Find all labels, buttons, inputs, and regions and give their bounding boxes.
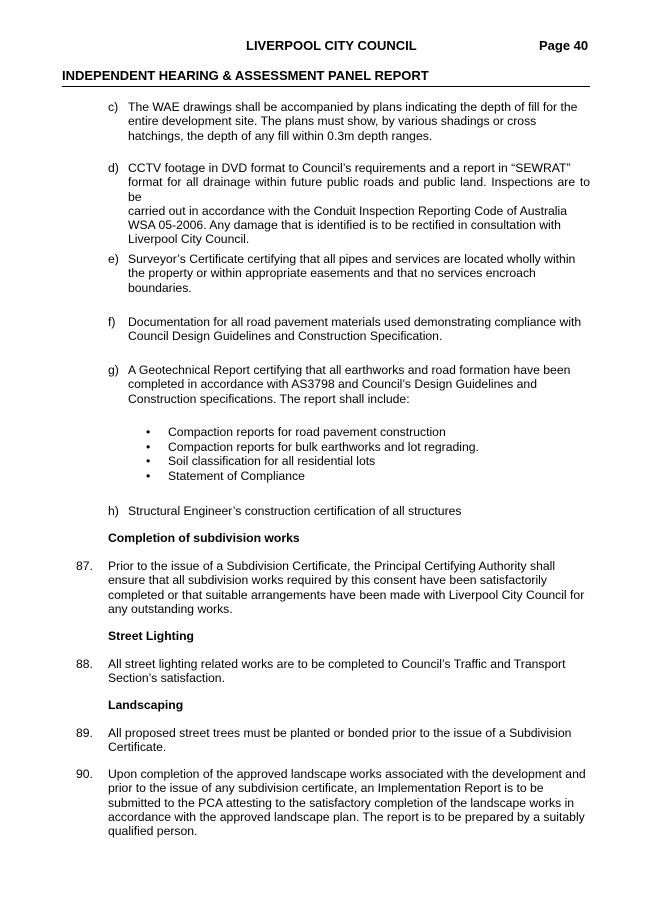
list-item-h <box>85 504 590 518</box>
heading-street-lighting: Street Lighting <box>108 629 194 643</box>
item-label: c) <box>108 100 119 114</box>
text-line: submitted to the PCA attesting to the satisfactory completion of the landscape works in <box>108 795 575 810</box>
condition-88 <box>76 657 590 686</box>
bullet-item: • Statement of Compliance <box>146 469 305 484</box>
item-text <box>128 100 590 143</box>
text-line: completed in accordance with AS3798 and Council’s Design Guidelines and <box>128 377 537 392</box>
item-text <box>128 161 590 247</box>
text-line: Prior to the issue of a Subdivision Certificate, the Principal Certifying Authority shall <box>108 559 556 573</box>
condition-text <box>108 559 590 616</box>
report-title: INDEPENDENT HEARING & ASSESSMENT PANEL REPORT <box>62 68 429 83</box>
item-label: g) <box>108 363 119 377</box>
bullet-item: • Soil classification for all residential lots <box>146 454 376 469</box>
text-line: boundaries. <box>128 280 192 295</box>
text-line: A Geotechnical Report certifying that all earthworks and road formation have been <box>128 363 571 377</box>
text-line: Council Design Guidelines and Construction Specification. <box>128 329 443 344</box>
page-header <box>0 38 652 56</box>
list-item-d <box>85 161 590 247</box>
text-line: All street lighting related works are to be completed to Council’s Traffic and Transport <box>108 657 566 671</box>
item-label: f) <box>108 315 116 329</box>
text-line: carried out in accordance with the Conduit Inspection Reporting Code of Australia <box>128 203 568 218</box>
text-line: accordance with the approved landscape plan. The report is to be prepared by a suitably <box>108 809 585 824</box>
list-item-g <box>85 363 590 406</box>
text-line: Upon completion of the approved landscape works associated with the development and <box>108 767 586 781</box>
item-text <box>128 315 590 344</box>
text-line: Construction specifications. The report shall include: <box>128 391 410 406</box>
text-line: Certificate. <box>108 740 167 755</box>
bullet-icon: • <box>146 439 151 454</box>
text-line: qualified person. <box>108 824 198 839</box>
condition-number: 87. <box>76 559 93 573</box>
bullet-item: • Compaction reports for bulk earthworks and lot regrading. <box>146 439 479 454</box>
item-text <box>128 252 590 295</box>
text-line: prior to the issue of any subdivision certificate, an Implementation Report is to be <box>108 781 544 796</box>
text-line: the property or within appropriate easements and that no services encroach <box>128 266 536 281</box>
text-line: The WAE drawings shall be accompanied by plans indicating the depth of fill for the <box>128 100 578 114</box>
condition-number: 90. <box>76 767 93 781</box>
condition-number: 88. <box>76 657 93 671</box>
text-line: Documentation for all road pavement materials used demonstrating compliance with <box>128 315 582 329</box>
condition-text <box>108 657 590 686</box>
list-item-c <box>85 100 590 143</box>
text-line: WSA 05-2006. Any damage that is identified is to be rectified in consultation with <box>128 218 561 233</box>
page-number: Page 40 <box>539 38 589 53</box>
condition-text <box>108 726 590 755</box>
list-item-f <box>85 315 590 344</box>
condition-89 <box>76 726 590 755</box>
text-line: CCTV footage in DVD format to Council’s requirements and a report in “SEWRAT” <box>128 161 571 175</box>
list-item-e <box>85 252 590 295</box>
condition-text <box>108 767 590 838</box>
text-line: All proposed street trees must be planted or bonded prior to the issue of a Subdivision <box>108 726 572 740</box>
text-line: entire development site. The plans must show, by various shadings or cross <box>128 114 537 129</box>
text-line: hatchings, the depth of any fill within 0.3m depth ranges. <box>128 128 433 143</box>
item-label: e) <box>108 252 119 266</box>
council-name: LIVERPOOL CITY COUNCIL <box>246 38 417 53</box>
bullet-list <box>128 425 590 484</box>
item-label: d) <box>108 161 119 175</box>
text-line: Liverpool City Council. <box>128 232 250 247</box>
item-label: h) <box>108 504 119 518</box>
item-text: Structural Engineer’s construction certification of all structures <box>128 504 462 518</box>
text-line: completed or that suitable arrangements have been made with Liverpool City Council for <box>108 587 585 602</box>
condition-90 <box>76 767 590 838</box>
heading-completion: Completion of subdivision works <box>108 531 300 545</box>
text-line: Section’s satisfaction. <box>108 671 225 686</box>
bullet-icon: • <box>146 469 151 484</box>
bullet-icon: • <box>146 425 151 439</box>
header-divider <box>62 86 590 87</box>
bullet-icon: • <box>146 454 151 469</box>
heading-landscaping: Landscaping <box>108 698 184 712</box>
text-line: Surveyor’s Certificate certifying that all pipes and services are located wholly within <box>128 252 576 266</box>
bullet-item: • Compaction reports for road pavement construction <box>146 425 446 439</box>
item-text <box>128 363 590 406</box>
condition-number: 89. <box>76 726 93 740</box>
text-line: ensure that all subdivision works required by this consent have been satisfactorily <box>108 573 547 588</box>
condition-87 <box>76 559 590 616</box>
text-line: format for all drainage within future public roads and public land. Inspections are to be <box>128 175 590 204</box>
text-line: any outstanding works. <box>108 601 233 616</box>
